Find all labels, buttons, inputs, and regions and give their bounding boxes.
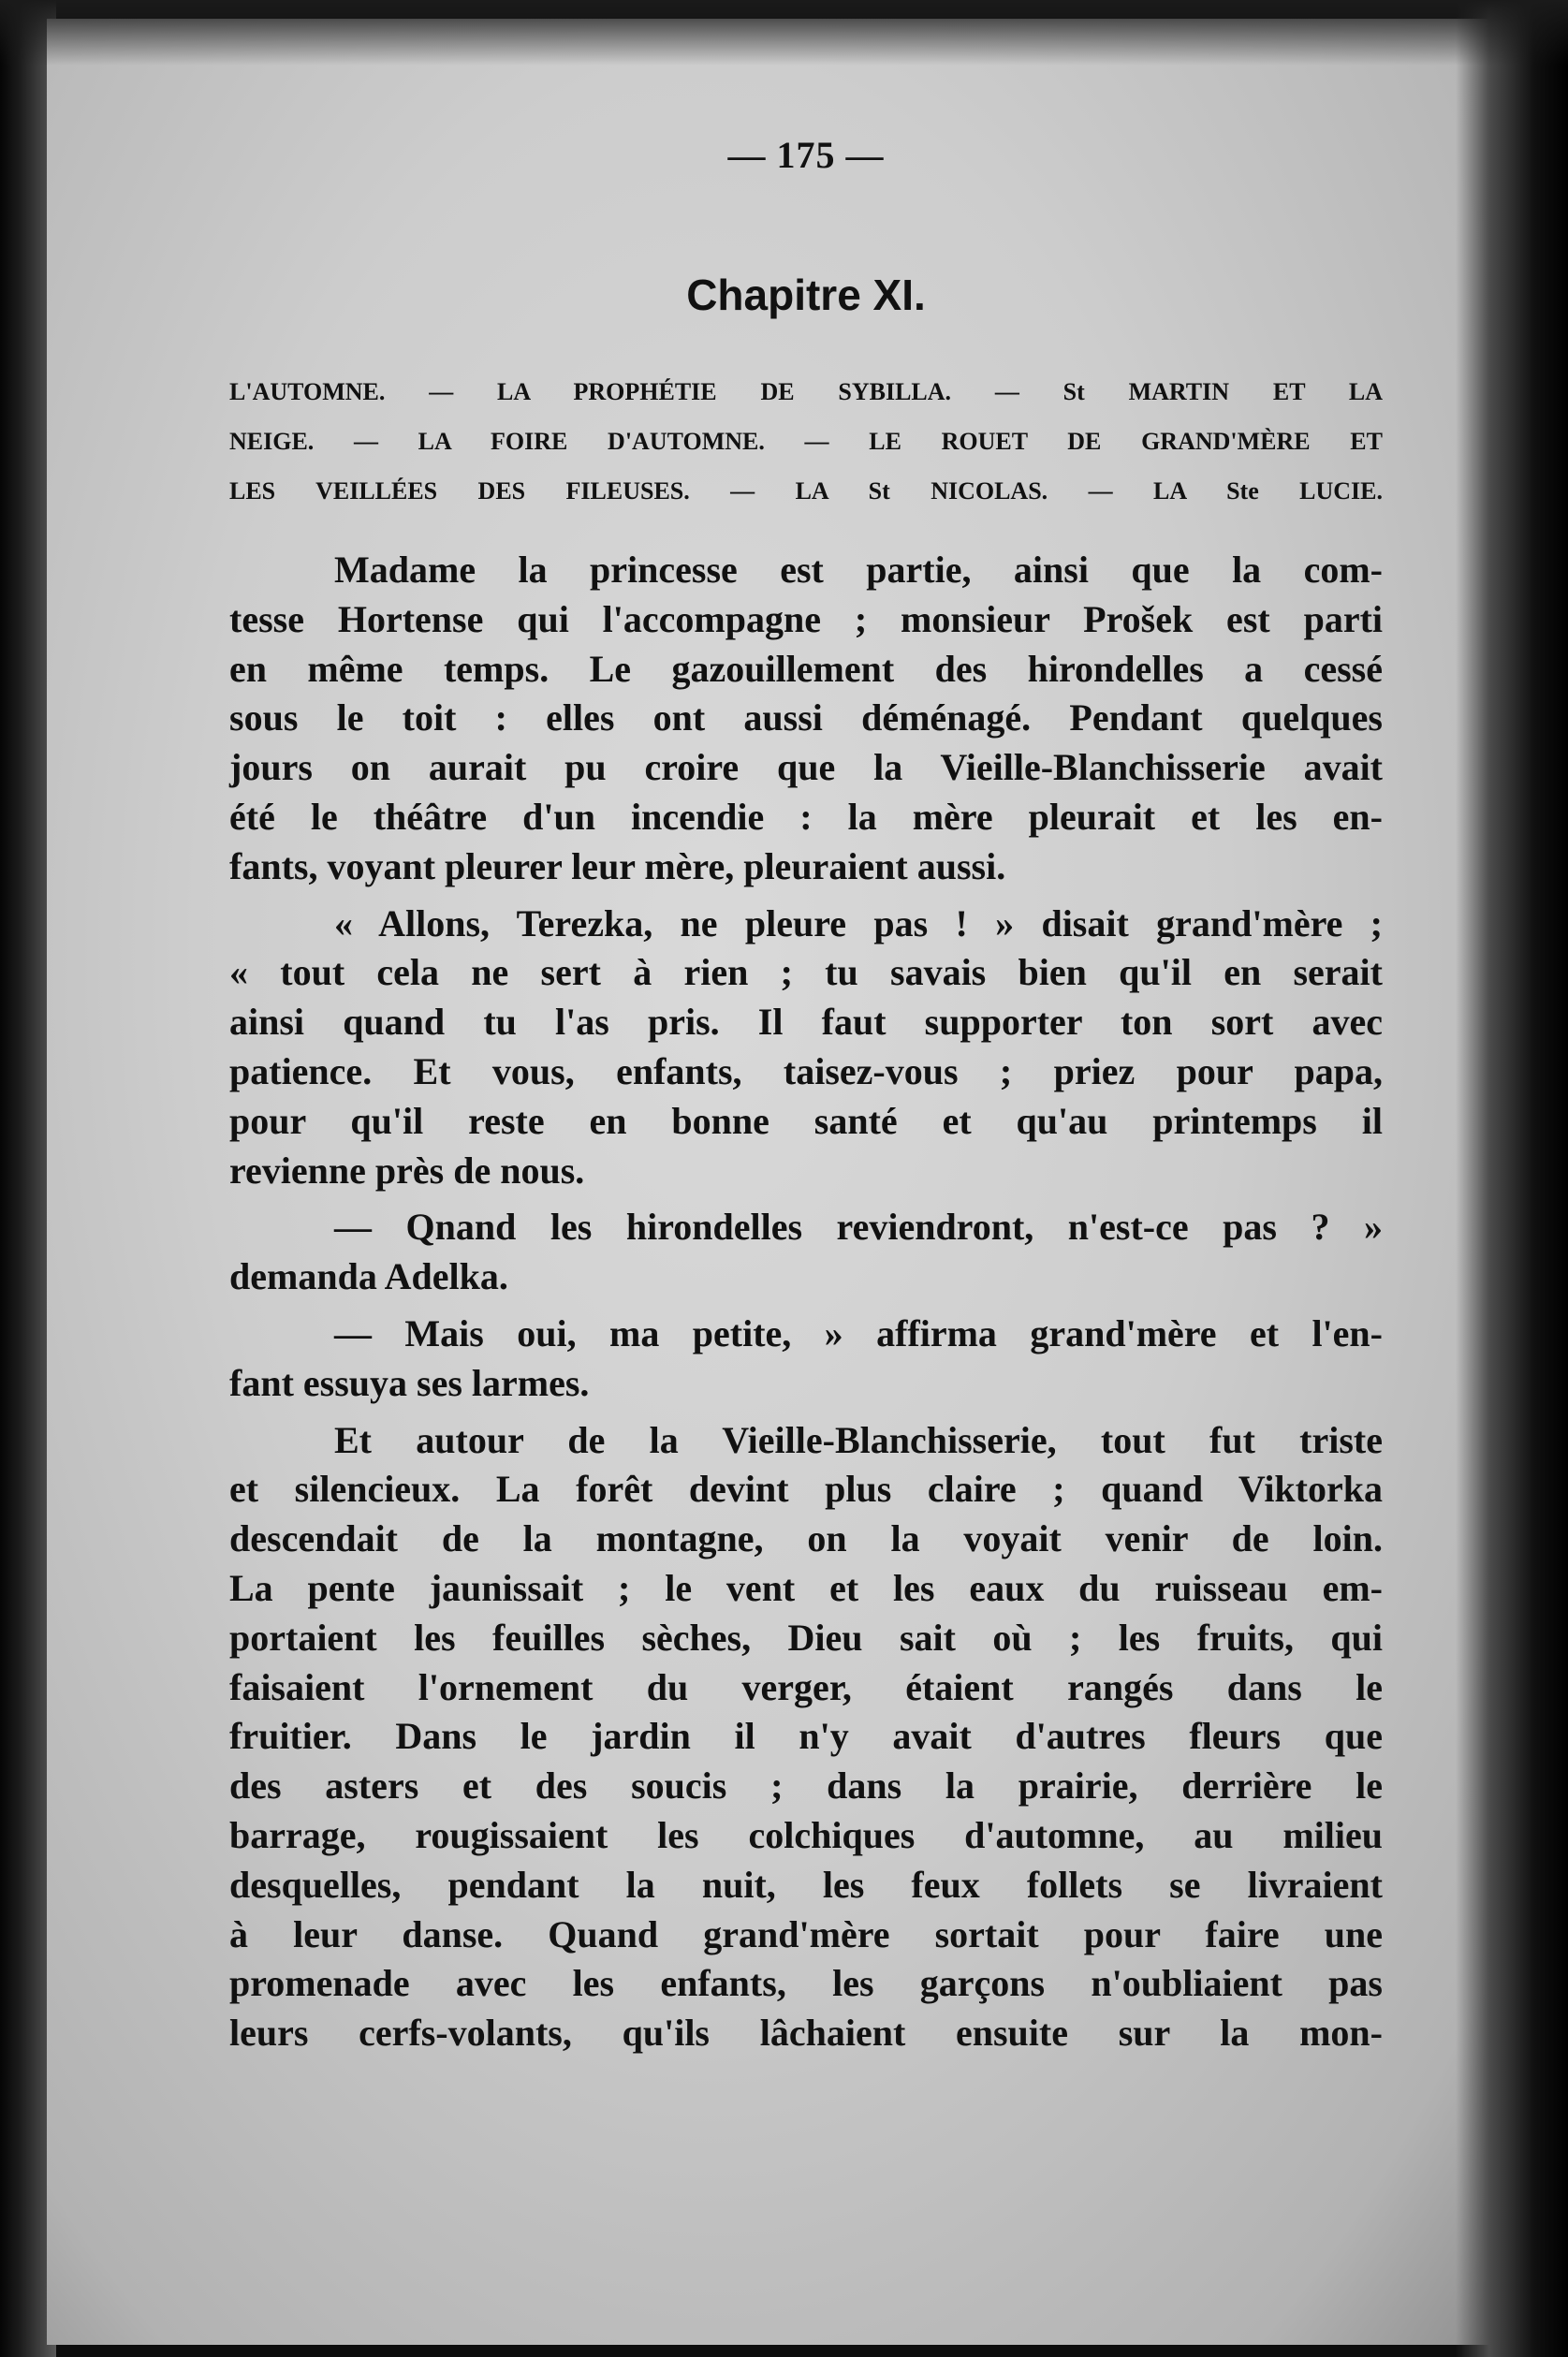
text-line: La pente jaunissait ; le vent et les eaux du ruisseau em- bbox=[229, 1566, 1383, 1609]
text-line: « Allons, Terezka, ne pleure pas ! » disait grand'mère ; bbox=[334, 901, 1383, 944]
text-line: sous le toit : elles ont aussi déménagé. Pendant quelques bbox=[229, 696, 1383, 739]
text-line: tesse Hortense qui l'accompagne ; monsieur Prošek est parti bbox=[229, 597, 1383, 640]
text-line: barrage, rougissaient les colchiques d'automne, au milieu bbox=[229, 1813, 1383, 1856]
summary-line: L'AUTOMNE. — LA PROPHÉTIE DE SYBILLA. — St MARTIN ET LA bbox=[229, 378, 1383, 405]
text-line: desquelles, pendant la nuit, les feux follets se livraient bbox=[229, 1863, 1383, 1906]
text-line: descendait de la montagne, on la voyait venir de loin. bbox=[229, 1517, 1383, 1560]
summary-line: NEIGE. — LA FOIRE D'AUTOMNE. — LE ROUET DE GRAND'MÈRE ET bbox=[229, 428, 1383, 455]
text-line: Et autour de la Vieille-Blanchisserie, tout fut triste bbox=[334, 1418, 1383, 1461]
text-line: leurs cerfs-volants, qu'ils lâchaient ensuite sur la mon- bbox=[229, 2012, 1383, 2055]
text-line: Madame la princesse est partie, ainsi que la com- bbox=[334, 549, 1383, 591]
text-line: fruitier. Dans le jardin il n'y avait d'autres fleurs que bbox=[229, 1715, 1383, 1758]
text-line: — Mais oui, ma petite, » affirma grand'mère et l'en- bbox=[334, 1311, 1383, 1354]
text-line: des asters et des soucis ; dans la prairie, derrière le bbox=[229, 1764, 1383, 1808]
scan-edge-top bbox=[0, 0, 1568, 66]
text-line: — Qnand les hirondelles reviendront, n'est-ce pas ? » bbox=[334, 1206, 1383, 1249]
page-number: — 175 — bbox=[727, 134, 885, 176]
text-line: jours on aurait pu croire que la Vieille-Blanchisserie avait bbox=[229, 746, 1383, 789]
text-line: revienne près de nous. bbox=[229, 1149, 585, 1192]
scan-edge-right bbox=[1456, 0, 1568, 2357]
body-text bbox=[229, 546, 1383, 2058]
text-line: et silencieux. La forêt devint plus claire ; quand Viktorka bbox=[229, 1468, 1383, 1511]
text-line: faisaient l'ornement du verger, étaient rangés dans le bbox=[229, 1665, 1383, 1708]
summary-line: LES VEILLÉES DES FILEUSES. — LA St NICOLAS. — LA Ste LUCIE. bbox=[229, 477, 1383, 505]
text-line: pour qu'il reste en bonne santé et qu'au printemps il bbox=[229, 1099, 1383, 1142]
text-line: promenade avec les enfants, les garçons n'oubliaient pas bbox=[229, 1962, 1383, 2005]
text-line: été le théâtre d'un incendie : la mère pleurait et les en- bbox=[229, 795, 1383, 838]
text-line: demanda Adelka. bbox=[229, 1255, 508, 1298]
text-line: « tout cela ne sert à rien ; tu savais bien qu'il en serait bbox=[229, 951, 1383, 994]
text-line: fant essuya ses larmes. bbox=[229, 1361, 590, 1404]
chapter-title: Chapitre XI. bbox=[686, 271, 926, 319]
text-line: en même temps. Le gazouillement des hirondelles a cessé bbox=[229, 647, 1383, 690]
text-line: patience. Et vous, enfants, taisez-vous ; priez pour papa, bbox=[229, 1049, 1383, 1092]
text-line: ainsi quand tu l'as pris. Il faut supporter ton sort avec bbox=[229, 1001, 1383, 1044]
text-line: portaient les feuilles sèches, Dieu sait où ; les fruits, qui bbox=[229, 1616, 1383, 1659]
book-page bbox=[47, 19, 1526, 2345]
chapter-summary bbox=[229, 367, 1383, 516]
text-line: fants, voyant pleurer leur mère, pleuraient aussi. bbox=[229, 844, 1006, 887]
text-line: à leur danse. Quand grand'mère sortait pour faire une bbox=[229, 1912, 1383, 1955]
